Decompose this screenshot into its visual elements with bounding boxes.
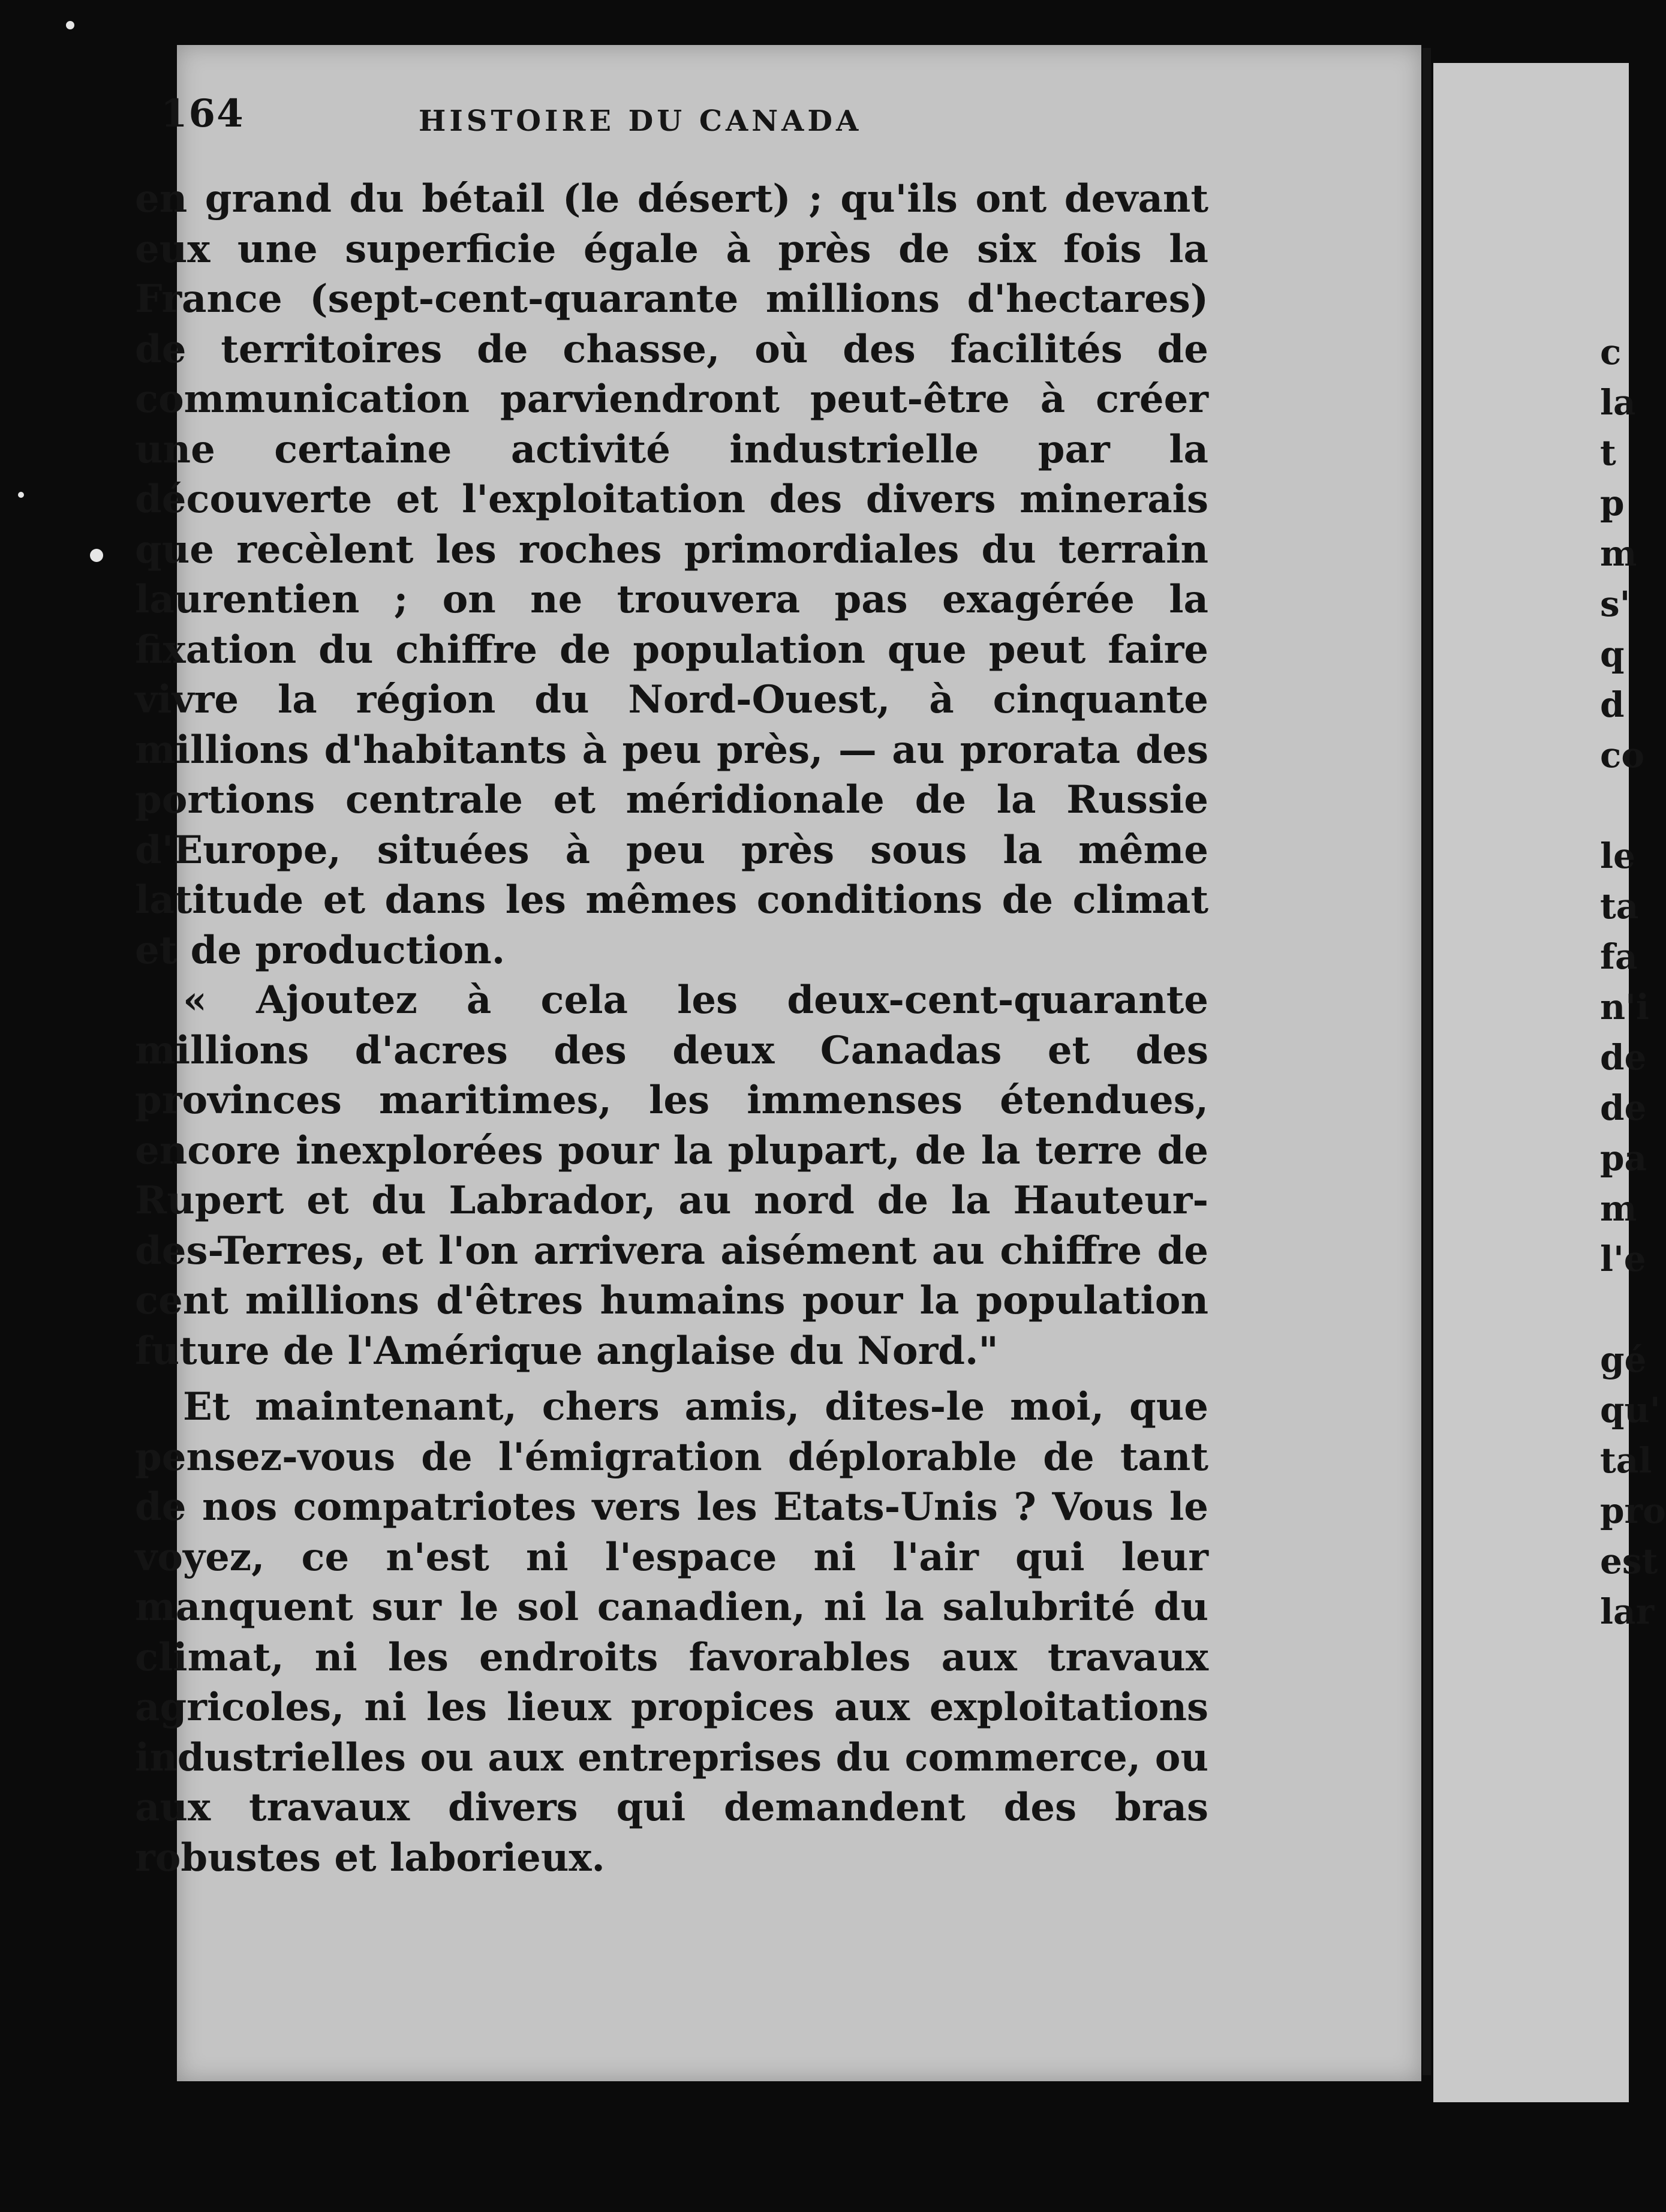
- adjacent-line-fragment: de: [1600, 1037, 1647, 1078]
- page-number: 164: [161, 91, 245, 136]
- adjacent-line-fragment: de: [1600, 1087, 1647, 1128]
- adjacent-line-fragment: lar: [1600, 1591, 1655, 1632]
- adjacent-line-fragment: t: [1600, 432, 1616, 473]
- adjacent-line-fragment: est: [1600, 1541, 1658, 1582]
- adjacent-line-fragment: d: [1600, 684, 1625, 725]
- scan-speck: [18, 492, 24, 498]
- adjacent-line-fragment: pa: [1600, 1138, 1647, 1179]
- adjacent-line-fragment: le: [1600, 835, 1635, 876]
- page-gutter: [1423, 48, 1431, 2075]
- adjacent-line-fragment: tal: [1600, 1440, 1652, 1481]
- adjacent-line-fragment: q: [1600, 634, 1625, 675]
- paragraph: Et maintenant, chers amis, dites-le moi, que pensez-vous de l'émigration déplorable de tant de nos compatriotes vers les Etats-Unis ? Vous le voyez, ce n'est ni l'espace ni l'air qui leur manquent sur le sol canadien, ni la salubrité du climat, ni les endroits favorables aux travaux agricoles, ni les lieux propices aux exploitations industrielles ou aux entreprises du commerce, ou aux travaux divers qui demandent des bras robustes et laborieux.: [135, 1384, 1208, 1880]
- body-text: [135, 174, 1208, 1883]
- adjacent-line-fragment: qu': [1600, 1390, 1661, 1430]
- adjacent-line-fragment: m: [1600, 533, 1637, 574]
- scan-speck: [90, 549, 103, 562]
- scan-speck: [66, 21, 74, 29]
- adjacent-line-fragment: n'i: [1600, 987, 1649, 1027]
- adjacent-line-fragment: m: [1600, 1188, 1637, 1229]
- adjacent-line-fragment: [1600, 1284, 1666, 1335]
- adjacent-line-fragment: p: [1600, 483, 1625, 524]
- adjacent-line-fragment: gé: [1600, 1339, 1647, 1380]
- adjacent-line-fragment: co: [1600, 735, 1645, 776]
- paragraph: en grand du bétail (le désert) ; qu'ils ont devant eux une superficie égale à près de six fois la France (sept-cent-quarante millions d'hectares) de territoires de chasse, où des facilités de communication parviendront peut-être à créer une certaine activité industrielle par la découverte et l'exploitation des divers minerais que recèlent les roches primordiales du terrain laurentien ; on ne trouvera pas exagérée la fixation du chiffre de population que peut faire vivre la région du Nord-Ouest, à cinquante millions d'habitants à peu près, — au prorata des portions centrale et méridionale de la Russie d'Europe, situées à peu près sous la même latitude et dans les mêmes conditions de climat et de production.: [135, 176, 1208, 973]
- adjacent-line-fragment: pro: [1600, 1490, 1666, 1531]
- adjacent-line-fragment: s': [1600, 584, 1631, 624]
- adjacent-page-text: [1600, 327, 1666, 1637]
- paragraph: « Ajoutez à cela les deux-cent-quarante millions d'acres des deux Canadas et des provinces maritimes, les immenses étendues, encore inexplorées pour la plupart, de la terre de Rupert et du Labrador, au nord de la Hauteur-des-Terres, et l'on arrivera aisément au chiffre de cent millions d'êtres humains pour la population future de l'Amérique anglaise du Nord.": [135, 978, 1208, 1374]
- adjacent-line-fragment: c: [1600, 332, 1622, 372]
- page-header: [161, 91, 1186, 163]
- adjacent-line-fragment: fa: [1600, 936, 1638, 977]
- adjacent-line-fragment: l'e: [1600, 1239, 1646, 1279]
- adjacent-line-fragment: [1600, 780, 1666, 831]
- adjacent-line-fragment: la: [1600, 382, 1636, 423]
- adjacent-line-fragment: ta: [1600, 886, 1639, 927]
- running-title: HISTOIRE DU CANADA: [419, 104, 862, 138]
